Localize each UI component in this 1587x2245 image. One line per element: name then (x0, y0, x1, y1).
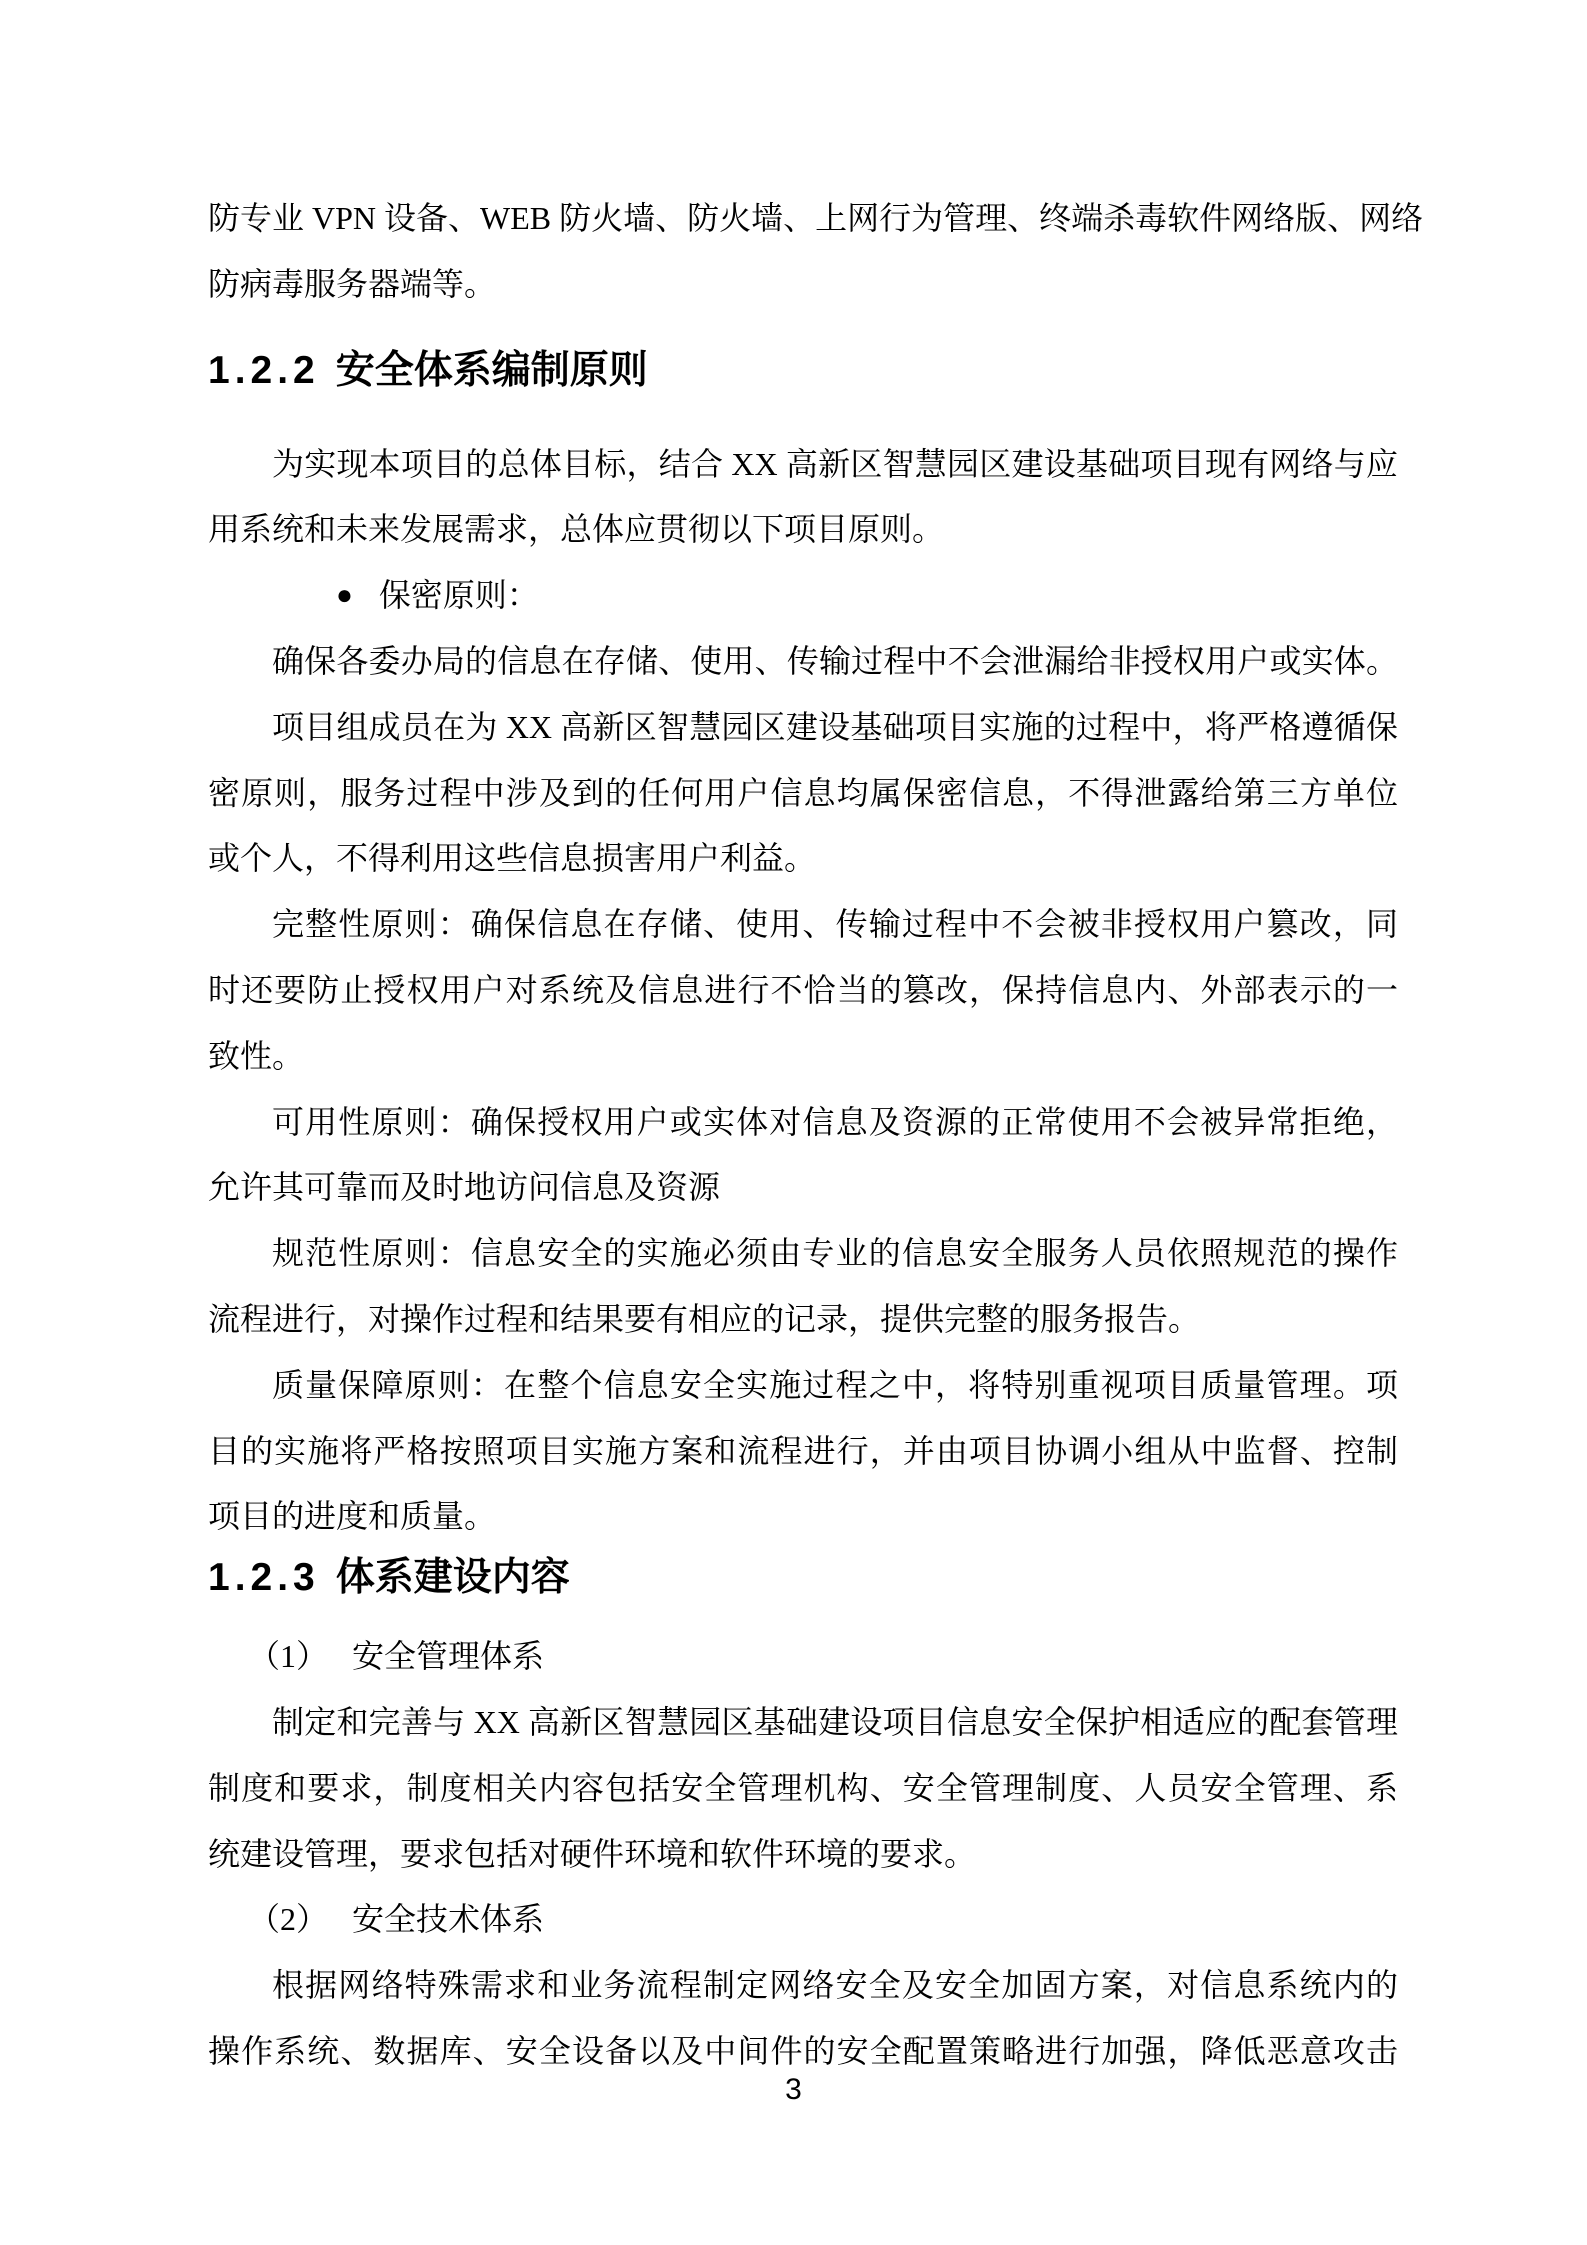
bullet-item (208, 563, 1398, 629)
body-line: 制度和要求，制度相关内容包括安全管理机构、安全管理制度、人员安全管理、系 (208, 1769, 1398, 1806)
body-line: 规范性原则：信息安全的实施必须由专业的信息安全服务人员依照规范的操作 (272, 1235, 1398, 1272)
body-line: 完整性原则：确保信息在存储、使用、传输过程中不会被非授权用户篡改，同 (272, 906, 1398, 943)
body-line: 确保各委办局的信息在存储、使用、传输过程中不会泄漏给非授权用户或实体。 (272, 642, 1398, 679)
numbered-item-1 (208, 1624, 1398, 1690)
numbered-item-title: 安全管理体系 (352, 1638, 545, 1675)
body-line: 项目的进度和质量。 (208, 1498, 497, 1535)
page-number: 3 (785, 2073, 802, 2106)
body-line: 密原则，服务过程中涉及到的任何用户信息均属保密信息，不得泄露给第三方单位 (208, 774, 1398, 811)
section-heading-1-2-2 (208, 343, 1398, 399)
body-line: 目的实施将严格按照项目实施方案和流程进行，并由项目协调小组从中监督、控制 (208, 1432, 1398, 1469)
heading-number: 1.2.3 (208, 1556, 320, 1600)
body-line: 时还要防止授权用户对系统及信息进行不恰当的篡改，保持信息内、外部表示的一 (208, 971, 1398, 1008)
body-line: 统建设管理，要求包括对硬件环境和软件环境的要求。 (208, 1835, 977, 1872)
body-line: 流程进行，对操作过程和结果要有相应的记录，提供完整的服务报告。 (208, 1300, 1201, 1337)
numbered-item-title: 安全技术体系 (352, 1901, 545, 1938)
bullet-item-label: 保密原则： (378, 577, 539, 614)
body-line: 允许其可靠而及时地访问信息及资源 (208, 1169, 721, 1206)
body-line: 项目组成员在为 XX 高新区智慧园区建设基础项目实施的过程中，将严格遵循保 (272, 708, 1398, 745)
document-body (208, 186, 1424, 2085)
heading-number: 1.2.2 (208, 348, 320, 392)
heading-title: 安全体系编制原则 (335, 348, 648, 392)
body-line: 质量保障原则：在整个信息安全实施过程之中，将特别重视项目质量管理。项 (272, 1366, 1398, 1403)
body-line: 操作系统、数据库、安全设备以及中间件的安全配置策略进行加强，降低恶意攻击 (208, 2032, 1398, 2069)
body-line: 用系统和未来发展需求，总体应贯彻以下项目原则。 (208, 511, 945, 548)
body-line: 制定和完善与 XX 高新区智慧园区基础建设项目信息安全保护相适应的配套管理 (272, 1703, 1398, 1740)
body-line: 防病毒服务器端等。 (208, 265, 497, 302)
body-line: 为实现本项目的总体目标，结合 XX 高新区智慧园区建设基础项目现有网络与应 (272, 445, 1398, 482)
heading-title: 体系建设内容 (335, 1556, 570, 1600)
numbered-item-label: （1） (248, 1638, 329, 1675)
body-line: 根据网络特殊需求和业务流程制定网络安全及安全加固方案，对信息系统内的 (272, 1967, 1398, 2004)
section-heading-1-2-3 (208, 1550, 1398, 1606)
body-line: 防专业 VPN 设备、WEB 防火墙、防火墙、上网行为管理、终端杀毒软件网络版、网络 (208, 200, 1424, 236)
bullet-icon: ● (336, 580, 353, 612)
body-line: 或个人，不得利用这些信息损害用户利益。 (208, 840, 817, 877)
body-line: 可用性原则：确保授权用户或实体对信息及资源的正常使用不会被异常拒绝， (272, 1103, 1398, 1140)
numbered-item-label: （2） (248, 1901, 329, 1938)
body-line: 致性。 (208, 1037, 305, 1074)
numbered-item-2 (208, 1887, 1398, 1953)
